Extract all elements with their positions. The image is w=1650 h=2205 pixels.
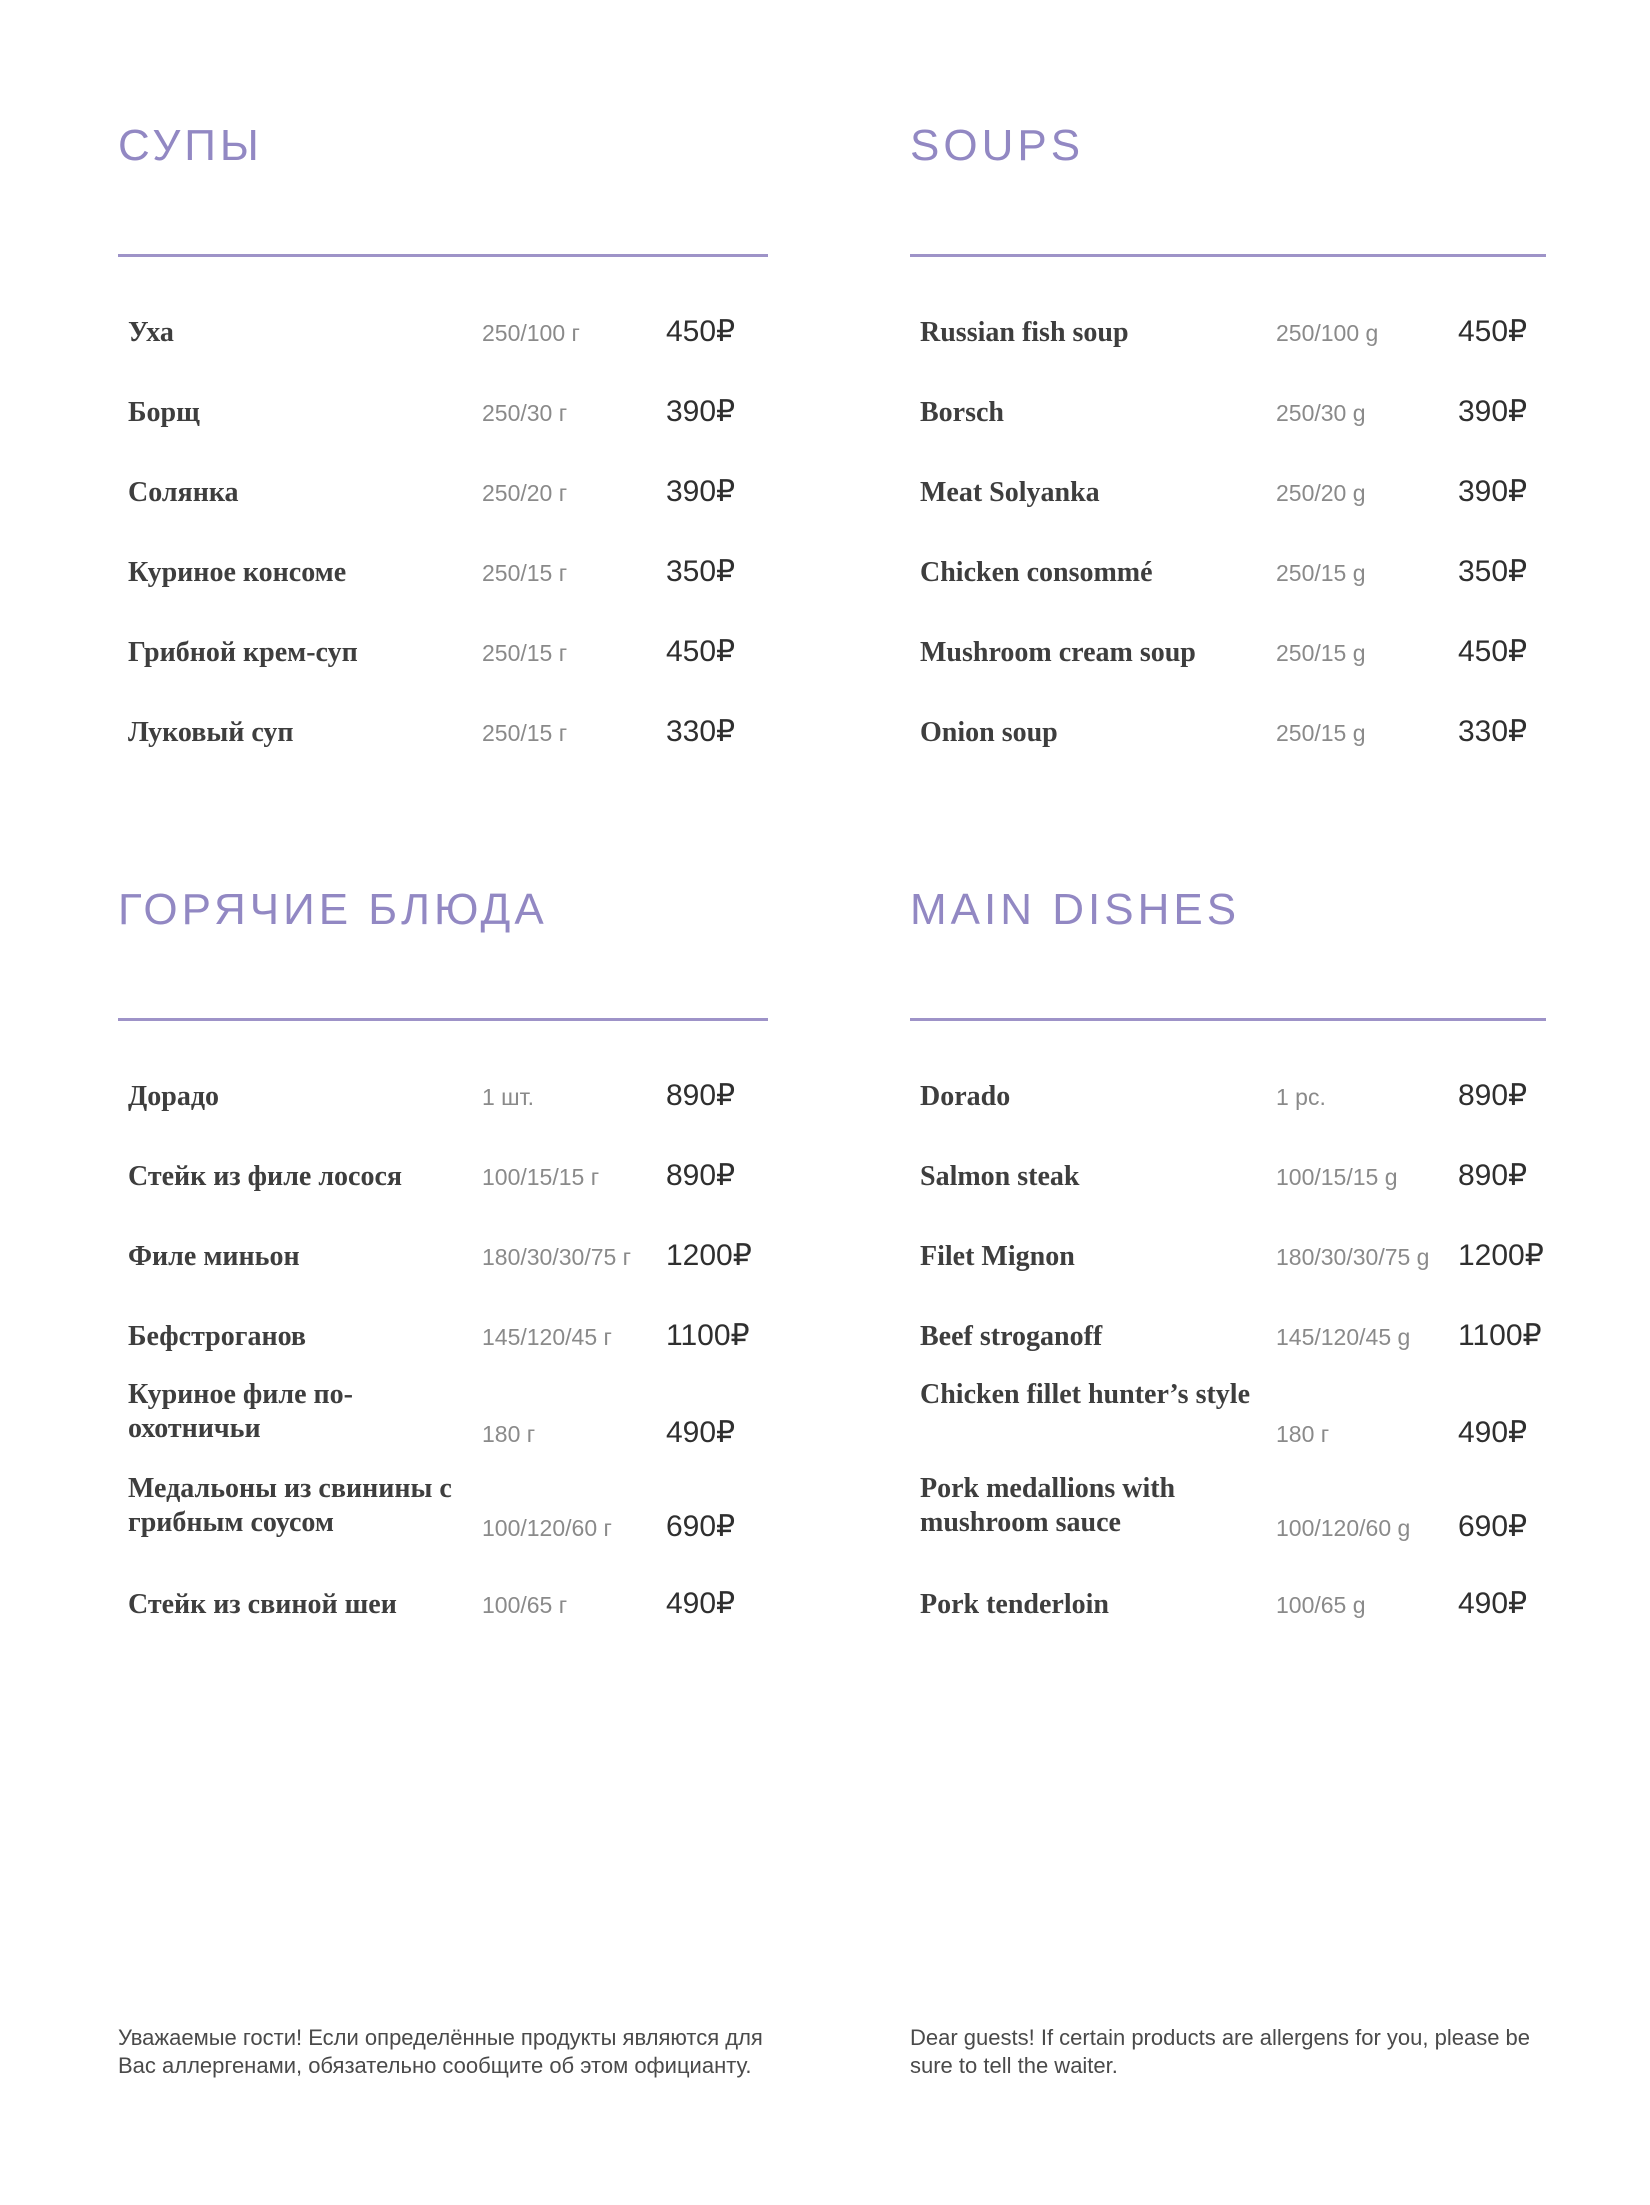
menu-item <box>910 374 1546 454</box>
dish-price: 450₽ <box>1458 635 1528 668</box>
dish-price: 1200₽ <box>1458 1239 1544 1272</box>
dish-price: 1100₽ <box>666 1319 750 1352</box>
dish-price: 450₽ <box>666 315 736 348</box>
dish-price: 450₽ <box>666 635 736 668</box>
main-dishes-section-ru <box>118 882 768 1620</box>
dish-price: 890₽ <box>1458 1079 1528 1112</box>
dish-price: 890₽ <box>1458 1159 1528 1192</box>
dish-name: Filet Mignon <box>920 1241 1075 1272</box>
dish-name: Onion soup <box>920 717 1058 748</box>
menu-item <box>118 294 768 374</box>
dish-name: Куриное консоме <box>128 557 347 588</box>
menu-item <box>910 1378 1546 1472</box>
section-title: СУПЫ <box>118 121 263 170</box>
dish-name: Russian fish soup <box>920 317 1129 348</box>
dish-weight: 100/120/60 g <box>1276 1515 1411 1541</box>
dish-weight: 250/100 г <box>482 320 580 346</box>
dish-name: Beef stroganoff <box>920 1321 1103 1352</box>
menu-item <box>118 1566 768 1646</box>
dish-price: 350₽ <box>666 555 736 588</box>
dish-price: 1100₽ <box>1458 1319 1542 1352</box>
menu-item <box>910 1566 1546 1646</box>
section-title: ГОРЯЧИЕ БЛЮДА <box>118 885 548 934</box>
dish-price: 690₽ <box>1458 1510 1528 1543</box>
dish-weight: 250/30 g <box>1276 400 1366 426</box>
dish-weight: 100/120/60 г <box>482 1515 612 1541</box>
dish-weight: 250/15 g <box>1276 720 1366 746</box>
section-title: SOUPS <box>910 121 1085 170</box>
soups-section-ru <box>118 118 768 748</box>
dish-name: Борщ <box>128 397 200 428</box>
dish-price: 490₽ <box>1458 1587 1528 1620</box>
dish-name: Куриное филе по-охотничьи <box>128 1379 353 1444</box>
menu-item <box>118 1058 768 1138</box>
dish-weight: 250/15 г <box>482 560 568 586</box>
dish-price: 1200₽ <box>666 1239 752 1272</box>
dish-price: 490₽ <box>666 1416 736 1449</box>
dish-name: Chicken fillet hunter’s style <box>920 1379 1250 1410</box>
menu-item <box>118 534 768 614</box>
dish-name: Borsch <box>920 397 1004 428</box>
menu-list <box>910 1058 1546 1646</box>
dish-weight: 250/15 г <box>482 720 568 746</box>
dish-price: 450₽ <box>1458 315 1528 348</box>
dish-weight: 180 г <box>482 1421 536 1447</box>
menu-item <box>910 694 1546 774</box>
dish-weight: 1 pc. <box>1276 1084 1326 1110</box>
section-divider <box>118 1018 768 1021</box>
dish-weight: 250/15 g <box>1276 560 1366 586</box>
dish-weight: 250/20 g <box>1276 480 1366 506</box>
section-divider <box>118 254 768 257</box>
dish-weight: 250/20 г <box>482 480 568 506</box>
menu-item <box>118 374 768 454</box>
dish-price: 890₽ <box>666 1159 736 1192</box>
dish-name: Филе миньон <box>128 1241 300 1272</box>
menu-item <box>118 1138 768 1218</box>
dish-weight: 100/65 g <box>1276 1592 1366 1618</box>
dish-name: Дорадо <box>128 1081 219 1112</box>
dish-weight: 180/30/30/75 г <box>482 1244 632 1270</box>
dish-price: 490₽ <box>666 1587 736 1620</box>
menu-item <box>118 454 768 534</box>
menu-item <box>118 1472 768 1566</box>
dish-price: 330₽ <box>666 715 736 748</box>
dish-price: 330₽ <box>1458 715 1528 748</box>
menu-item <box>910 1058 1546 1138</box>
dish-name: Meat Solyanka <box>920 477 1100 508</box>
dish-name: Pork medallions with mushroom sauce <box>920 1473 1176 1538</box>
allergen-note: Уважаемые гости! Если определённые продукты являются для Вас аллергенами, обязательно сообщите об этом официанту. <box>118 2025 763 2078</box>
section-title: MAIN DISHES <box>910 885 1241 934</box>
dish-weight: 180/30/30/75 g <box>1276 1244 1430 1270</box>
dish-weight: 100/15/15 г <box>482 1164 600 1190</box>
menu-item <box>910 1472 1546 1566</box>
dish-name: Chicken consommé <box>920 557 1153 588</box>
menu-item <box>118 1378 768 1472</box>
allergen-note: Dear guests! If certain products are allergens for you, please be sure to tell the waiter. <box>910 2025 1531 2078</box>
menu-item <box>910 1298 1546 1378</box>
dish-name: Стейк из свиной шеи <box>128 1589 397 1620</box>
dish-name: Грибной крем-суп <box>128 637 358 668</box>
dish-weight: 250/100 g <box>1276 320 1379 346</box>
menu-item <box>118 1218 768 1298</box>
soups-section-en <box>910 118 1546 748</box>
menu-list <box>118 1058 768 1646</box>
menu-item <box>910 614 1546 694</box>
menu-item <box>910 294 1546 374</box>
menu-item <box>910 534 1546 614</box>
dish-weight: 100/65 г <box>482 1592 568 1618</box>
dish-weight: 145/120/45 g <box>1276 1324 1411 1350</box>
menu-item <box>910 1218 1546 1298</box>
menu-item <box>910 1138 1546 1218</box>
dish-weight: 1 шт. <box>482 1084 535 1110</box>
dish-name: Pork tenderloin <box>920 1589 1109 1620</box>
dish-price: 390₽ <box>1458 475 1528 508</box>
dish-weight: 145/120/45 г <box>482 1324 612 1350</box>
dish-name: Mushroom cream soup <box>920 637 1196 668</box>
main-dishes-section-en <box>910 882 1546 1620</box>
section-divider <box>910 1018 1546 1021</box>
dish-price: 390₽ <box>1458 395 1528 428</box>
dish-name: Dorado <box>920 1081 1011 1112</box>
dish-price: 890₽ <box>666 1079 736 1112</box>
dish-weight: 250/30 г <box>482 400 568 426</box>
dish-weight: 100/15/15 g <box>1276 1164 1398 1190</box>
dish-weight: 250/15 г <box>482 640 568 666</box>
dish-price: 490₽ <box>1458 1416 1528 1449</box>
menu-item <box>118 1298 768 1378</box>
dish-price: 350₽ <box>1458 555 1528 588</box>
menu-item <box>910 454 1546 534</box>
dish-name: Бефстроганов <box>128 1321 307 1352</box>
dish-name: Медальоны из свинины с грибным соусом <box>128 1473 452 1538</box>
section-divider <box>910 254 1546 257</box>
dish-name: Salmon steak <box>920 1161 1080 1192</box>
dish-name: Солянка <box>128 477 239 508</box>
dish-price: 390₽ <box>666 475 736 508</box>
menu-item <box>118 614 768 694</box>
dish-weight: 180 г <box>1276 1421 1330 1447</box>
dish-price: 690₽ <box>666 1510 736 1543</box>
dish-name: Стейк из филе лосося <box>128 1161 403 1192</box>
dish-name: Уха <box>128 317 174 348</box>
dish-name: Луковый суп <box>128 717 294 748</box>
menu-item <box>118 694 768 774</box>
dish-weight: 250/15 g <box>1276 640 1366 666</box>
menu-list <box>910 294 1546 774</box>
dish-price: 390₽ <box>666 395 736 428</box>
menu-list <box>118 294 768 774</box>
